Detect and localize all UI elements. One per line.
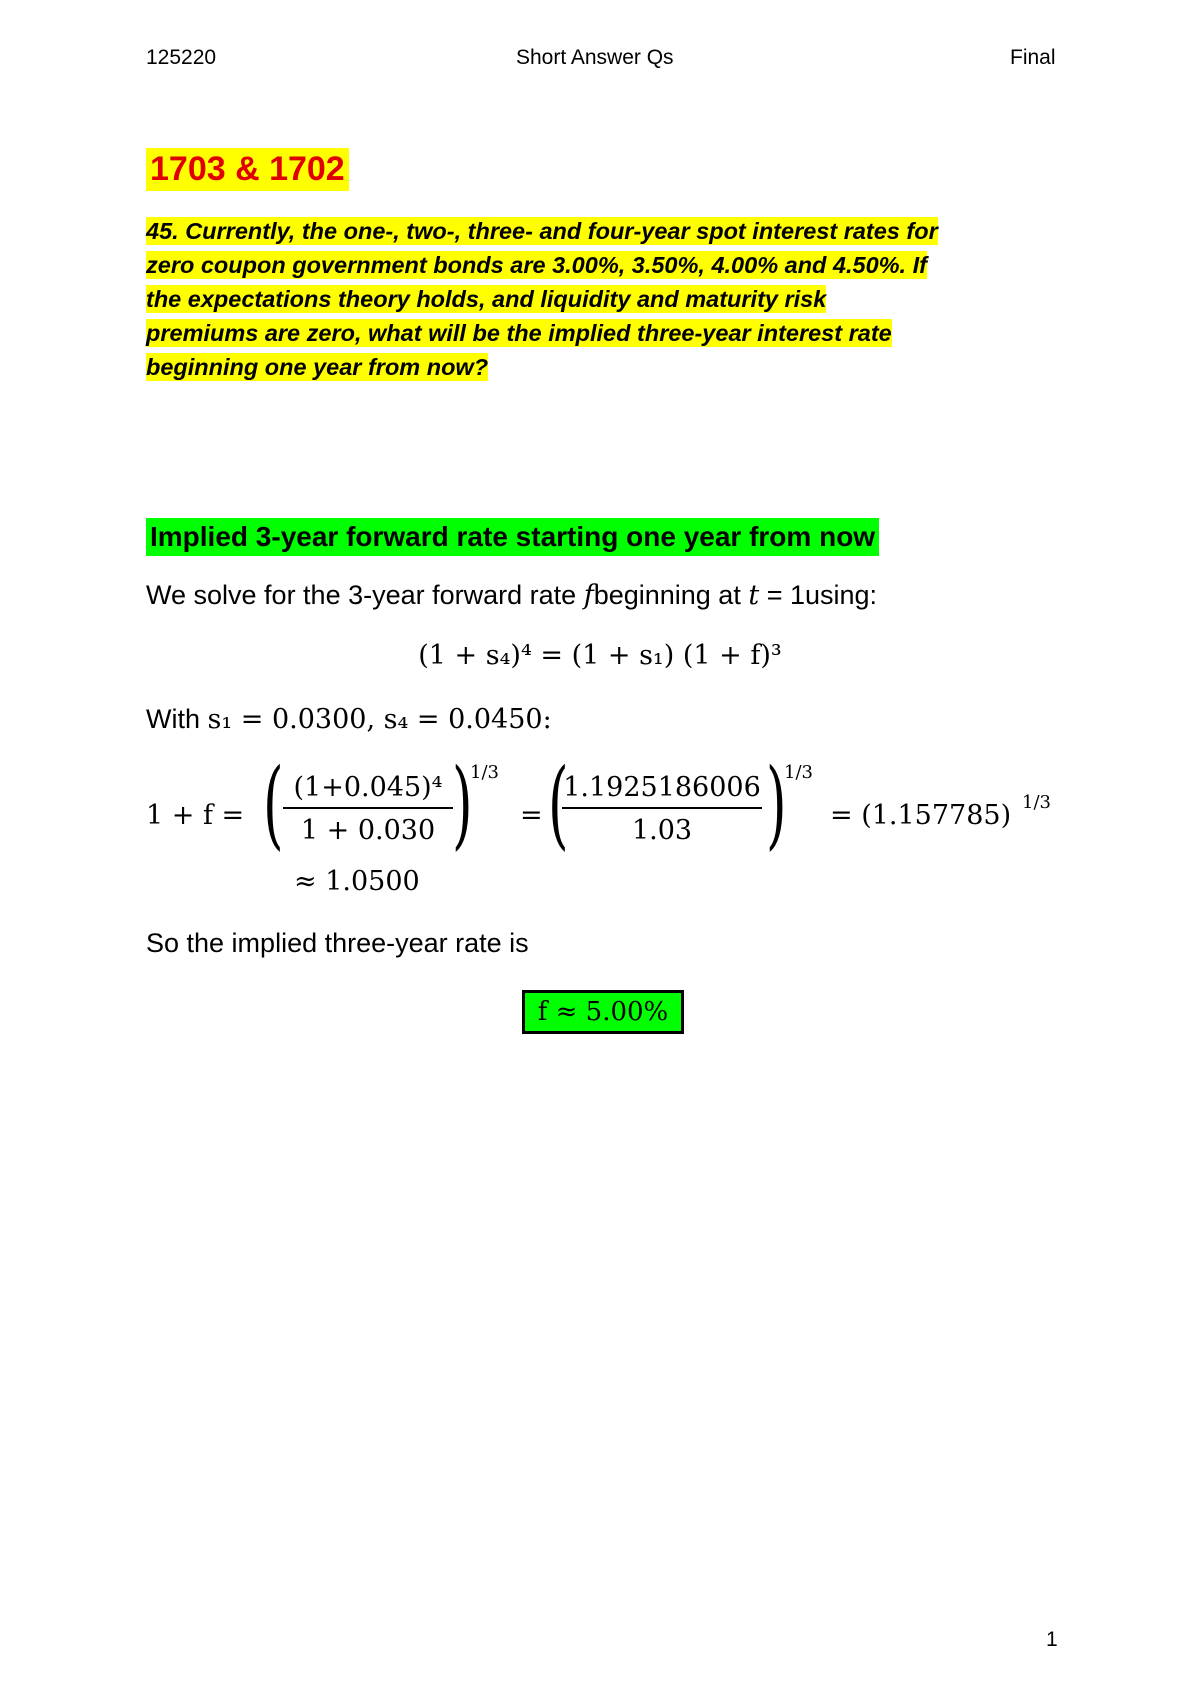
fraction-1-numerator: (1+0.045)⁴	[293, 772, 443, 803]
intro-var-f: f	[583, 580, 594, 611]
exponent-3: 1/3	[1022, 792, 1051, 813]
eq2-lhs: 1 + f =	[146, 800, 245, 831]
answer-heading: Implied 3-year forward rate starting one year from now	[146, 518, 879, 556]
with-line	[146, 704, 552, 735]
left-paren-2: (	[548, 748, 569, 860]
eq2-equals: =	[520, 800, 543, 831]
header-title: Short Answer Qs	[516, 46, 674, 69]
with-values: s₁ = 0.0300, s₄ = 0.0450:	[207, 704, 552, 735]
exponent-2: 1/3	[784, 762, 813, 783]
intro-line	[146, 580, 877, 611]
result-box	[522, 990, 684, 1034]
conclusion-text: So the implied three-year rate is	[146, 928, 529, 958]
with-label: With	[146, 704, 208, 734]
question-line: zero coupon government bonds are 3.00%, 3.50%, 4.00% and 4.50%. If	[146, 252, 927, 278]
fraction-2	[562, 772, 762, 846]
intro-var-t: t	[748, 580, 760, 611]
section-code: 1703 & 1702	[146, 148, 349, 191]
eq2-approx: ≈ 1.0500	[294, 866, 420, 897]
page-number: 1	[1046, 1628, 1058, 1651]
header-doc-id: 125220	[146, 46, 217, 69]
fraction-2-numerator: 1.1925186006	[563, 772, 761, 803]
question-text	[146, 214, 1076, 384]
equation-spot-forward: (1 + s₄)⁴ = (1 + s₁) (1 + f)³	[418, 640, 782, 671]
question-line: the expectations theory holds, and liquidity and maturity risk	[146, 286, 827, 312]
left-paren-1: (	[263, 748, 284, 860]
right-paren-2: )	[766, 748, 787, 860]
fraction-2-denominator: 1.03	[562, 807, 762, 846]
intro-text-a: We solve for the 3-year forward rate	[146, 580, 584, 610]
eq2-rhs: = (1.157785)	[830, 800, 1012, 831]
result-value: f ≈ 5.00%	[537, 997, 669, 1027]
question-line: beginning one year from now?	[146, 354, 489, 380]
fraction-1	[283, 772, 453, 846]
question-line: premiums are zero, what will be the implied three-year interest rate	[146, 320, 892, 346]
exponent-1: 1/3	[470, 762, 499, 783]
fraction-1-denominator: 1 + 0.030	[283, 807, 453, 846]
intro-text-b: beginning at	[593, 580, 749, 610]
intro-text-c: = 1using:	[759, 580, 878, 610]
question-line: 45. Currently, the one-, two-, three- and four-year spot interest rates for	[146, 218, 938, 244]
header-status: Final	[1010, 46, 1056, 69]
right-paren-1: )	[452, 748, 473, 860]
